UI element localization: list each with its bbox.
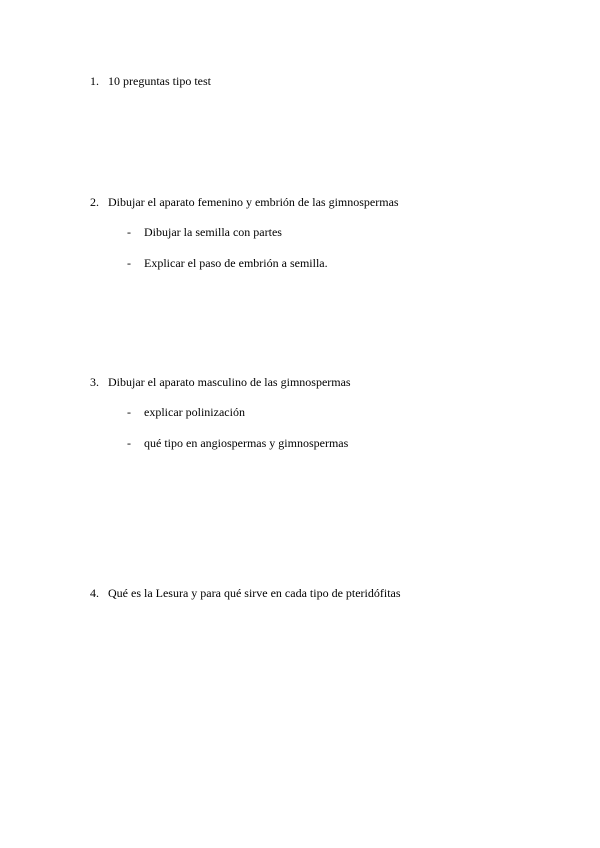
question-2 — [90, 195, 399, 209]
question-2-number: 2. — [90, 195, 99, 209]
question-2-text: Dibujar el aparato femenino y embrión de las gimnospermas — [108, 195, 399, 209]
question-3-subitem-2 — [127, 436, 348, 450]
question-1 — [90, 74, 211, 88]
bullet-dash: - — [127, 256, 131, 270]
bullet-dash: - — [127, 405, 131, 419]
subitem-text: explicar polinización — [144, 405, 245, 419]
question-2-subitem-2 — [127, 256, 328, 270]
subitem-text: qué tipo en angiospermas y gimnospermas — [144, 436, 349, 450]
question-1-number: 1. — [90, 74, 99, 88]
question-4-text: Qué es la Lesura y para qué sirve en cada tipo de pteridófitas — [108, 586, 401, 600]
question-3-subitem-1 — [127, 405, 245, 419]
bullet-dash: - — [127, 436, 131, 450]
subitem-text: Dibujar la semilla con partes — [144, 225, 282, 239]
question-3 — [90, 375, 351, 389]
question-3-number: 3. — [90, 375, 99, 389]
bullet-dash: - — [127, 225, 131, 239]
question-2-subitem-1 — [127, 225, 282, 239]
question-3-text: Dibujar el aparato masculino de las gimnospermas — [108, 375, 351, 389]
question-4 — [90, 586, 401, 600]
question-1-text: 10 preguntas tipo test — [108, 74, 211, 88]
question-4-number: 4. — [90, 586, 99, 600]
subitem-text: Explicar el paso de embrión a semilla. — [144, 256, 328, 270]
